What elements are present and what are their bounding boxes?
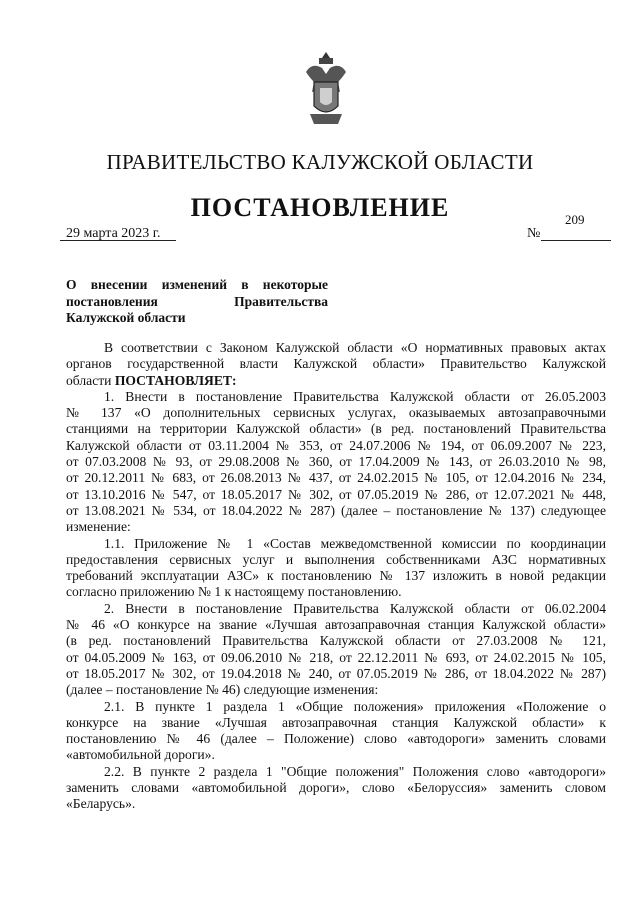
document-subject (66, 277, 328, 327)
subject-line (66, 294, 328, 311)
text-line: 2.2. В пункте 2 раздела 1 "Общие положения" Положения слово «автодороги» (104, 763, 606, 779)
text-line: (далее – постановление № 46) следующие изменения: (66, 682, 379, 698)
government-title: ПРАВИТЕЛЬСТВО КАЛУЖСКОЙ ОБЛАСТИ (106, 150, 534, 174)
text-fragment: области (66, 372, 115, 388)
text-line: от 20.12.2011 № 683, от 26.08.2013 № 437, от 24.02.2015 № 105, от 12.04.2016 № 234, (66, 470, 606, 486)
text-line: согласно приложению № 1 к настоящему постановлению. (66, 584, 402, 600)
resolves-keyword: ПОСТАНОВЛЯЕТ: (114, 372, 237, 388)
paragraph-2 (66, 601, 606, 699)
text-line: станциями на территории Калужской области» (в ред. постановлений Правительства (66, 421, 606, 437)
text-line: В соответствии с Законом Калужской области «О нормативных правовых актах (104, 340, 606, 355)
text-line: от 07.03.2008 № 93, от 29.08.2008 № 360, от 17.04.2009 № 143, от 26.03.2010 № 98, (66, 454, 606, 470)
text-line: 1.1. Приложение № 1 «Состав межведомственной комиссии по координации (104, 535, 606, 551)
text-line: конкурсе на звание «Лучшая автозаправочная станция Калужской области» к (66, 714, 606, 730)
text-line: от 04.05.2009 № 163, от 09.06.2010 № 218, от 22.12.2011 № 693, от 24.02.2015 № 105, (66, 649, 606, 665)
number-sign: № (527, 226, 541, 241)
paragraph-2-1 (66, 699, 606, 764)
text-line: от 13.08.2021 № 534, от 18.04.2022 № 287) (далее – постановление № 137) следующее (66, 502, 606, 518)
text-line: требований эксплуатации АЗС» к постановлению № 137 изложить в новой редакции (66, 568, 606, 584)
text-line: заменить словами «автомобильной дороги», слово «Белоруссия» заменить словом (66, 780, 606, 796)
subject-word: постановления (66, 293, 158, 309)
subject-word: Правительства (234, 293, 328, 309)
text-line: № 137 «О дополнительных сервисных услугах, оказываемых автозаправочными (66, 405, 606, 421)
date-underline (60, 240, 176, 241)
text-line: от 13.10.2016 № 547, от 18.05.2017 № 302, от 07.05.2019 № 286, от 12.07.2021 № 448, (66, 486, 606, 502)
text-line: предоставления сервисных услуг и выполнения собственниками АЗС нормативных (66, 551, 606, 567)
text-line (66, 373, 606, 389)
text-line: постановлению № 46 (далее – Положение) слово «автодороги» заменить словами (66, 731, 606, 747)
subject-line: О внесении изменений в некоторые (66, 277, 328, 292)
subject-line: Калужской области (66, 310, 186, 325)
document-date: 29 марта 2023 г. (66, 226, 161, 241)
text-line: Калужской области от 03.11.2004 № 353, от 24.07.2006 № 194, от 06.09.2007 № 223, (66, 437, 606, 453)
paragraph-1-1 (66, 536, 606, 601)
text-line: 2. Внести в постановление Правительства Калужской области от 06.02.2004 (104, 600, 606, 616)
text-line: «Беларусь». (66, 796, 136, 812)
text-line: органов государственной власти Калужской области» Правительство Калужской (66, 356, 606, 372)
number-underline (541, 240, 611, 241)
text-line: изменение: (66, 519, 131, 535)
document-number: 209 (565, 212, 585, 227)
paragraph-1 (66, 389, 606, 536)
coat-of-arms-emblem (300, 48, 352, 130)
text-line: № 46 «О конкурсе на звание «Лучшая автозаправочная станция Калужской области» (66, 617, 606, 633)
text-line: (в ред. постановлений Правительства Калужской области от 27.03.2008 № 121, (66, 633, 606, 649)
text-line: «автомобильной дороги». (66, 747, 215, 763)
text-line: от 18.05.2017 № 302, от 19.04.2018 № 240, от 07.05.2019 № 286, от 18.04.2022 № 287) (66, 665, 606, 681)
text-line: 2.1. В пункте 1 раздела 1 «Общие положения» приложения «Положение о (104, 698, 606, 714)
paragraph-2-2 (66, 764, 606, 813)
text-line: 1. Внести в постановление Правительства Калужской области от 26.05.2003 (104, 388, 606, 404)
document-body (66, 340, 606, 813)
paragraph-preamble (66, 340, 606, 389)
document-type-title: ПОСТАНОВЛЕНИЕ (190, 193, 450, 222)
